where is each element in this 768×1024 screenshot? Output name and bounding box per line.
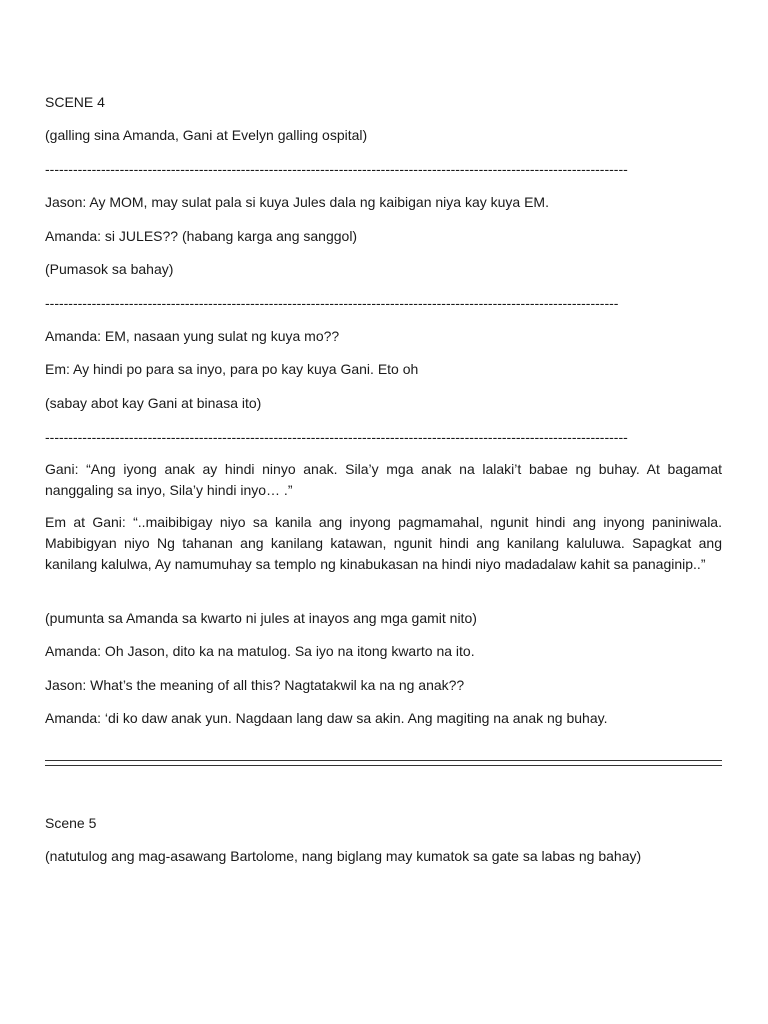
dialogue-line: Amanda: EM, nasaan yung sulat ng kuya mo?? — [45, 328, 340, 344]
dialogue-line: Em: Ay hindi po para sa inyo, para po kay kuya Gani. Eto oh — [45, 361, 419, 377]
stage-direction: (sabay abot kay Gani at binasa ito) — [45, 395, 262, 411]
stage-direction: (natutulog ang mag-asawang Bartolome, nang biglang may kumatok sa gate sa labas ng bahay) — [45, 848, 642, 864]
scene-heading: Scene 5 — [45, 815, 97, 831]
dialogue-paragraph: Gani: “Ang iyong anak ay hindi ninyo anak. Sila’y mga anak na lalaki’t babae ng buhay. At bagamat nanggaling sa inyo, Sila’y hindi inyo… .” — [45, 461, 722, 498]
separator: ----------------------------------------------------------------------------------------------------------------------------- — [45, 161, 628, 177]
dialogue-line: Amanda: ‘di ko daw anak yun. Nagdaan lang daw sa akin. Ang magiting na anak ng buhay. — [45, 710, 608, 726]
separator: ----------------------------------------------------------------------------------------------------------------------------- — [45, 429, 628, 445]
stage-direction: (galling sina Amanda, Gani at Evelyn galling ospital) — [45, 127, 368, 143]
dialogue-line: Jason: What’s the meaning of all this? Nagtatakwil ka na ng anak?? — [45, 677, 465, 693]
dialogue-paragraph: Em at Gani: “..maibibigay niyo sa kanila ang inyong pagmamahal, ngunit hindi ang inyong paniniwala. Mabibigyan niyo Ng tahanan ang kanilang katawan, ngunit hindi ang kanilang kaluluwa. Sapagkat ang kanilang kalulwa, Ay namumuhay sa templo ng kinabukasan na hindi niyo madadalaw kahit sa panaginip..” — [45, 514, 722, 572]
dialogue-line: Jason: Ay MOM, may sulat pala si kuya Jules dala ng kaibigan niya kay kuya EM. — [45, 194, 549, 210]
separator: --------------------------------------------------------------------------------------------------------------------------- — [45, 295, 619, 311]
dialogue-line: Amanda: si JULES?? (habang karga ang sanggol) — [45, 228, 358, 244]
dialogue-line: Amanda: Oh Jason, dito ka na matulog. Sa iyo na itong kwarto na ito. — [45, 643, 475, 659]
stage-direction: (pumunta sa Amanda sa kwarto ni jules at inayos ang mga gamit nito) — [45, 610, 477, 626]
scene-divider — [45, 760, 722, 766]
scene-heading: SCENE 4 — [45, 94, 105, 110]
stage-direction: (Pumasok sa bahay) — [45, 261, 174, 277]
